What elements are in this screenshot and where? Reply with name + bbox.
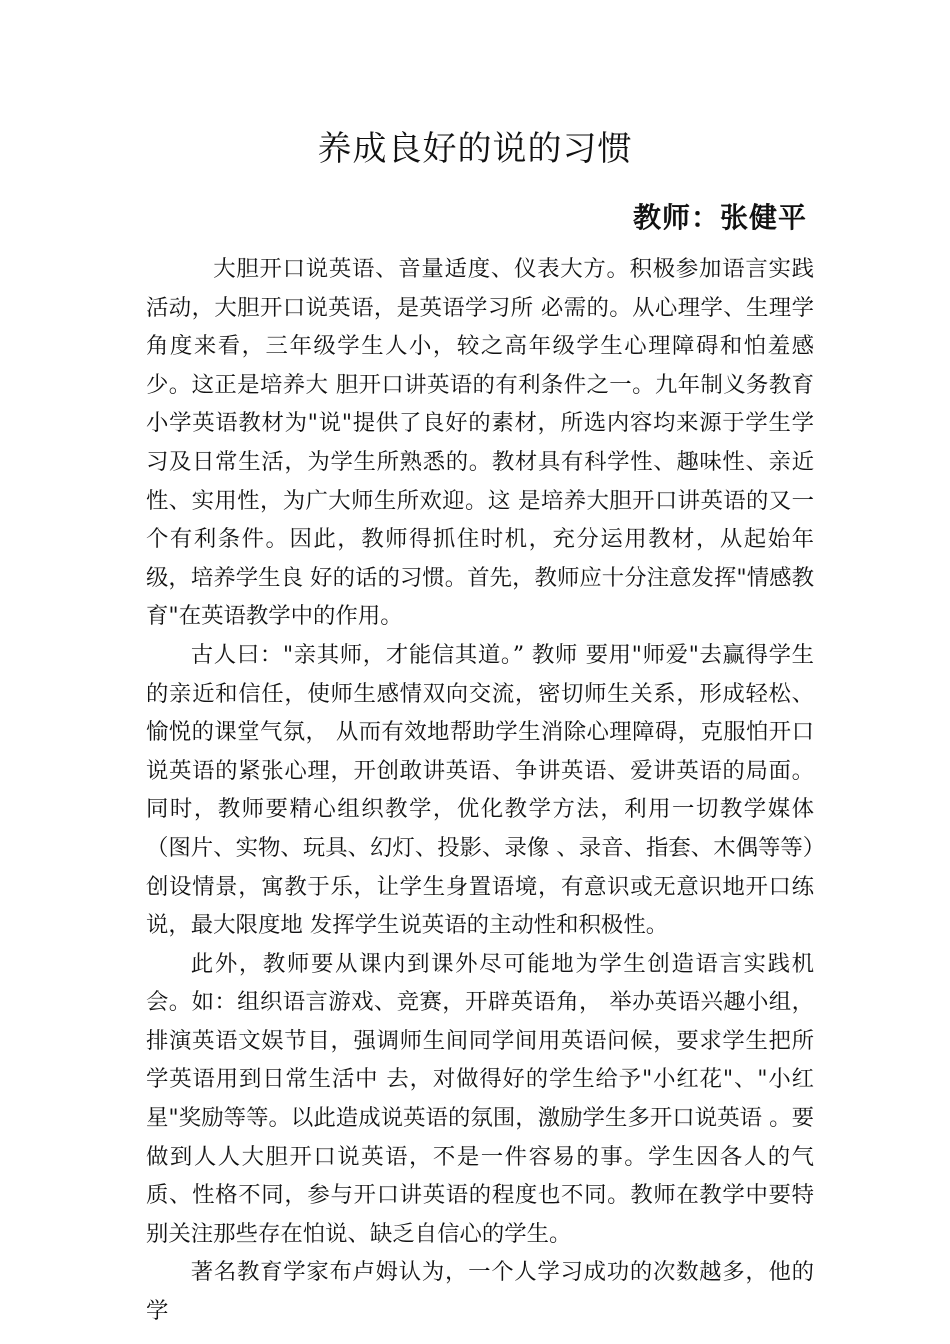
- author-line: 教师：张健平: [632, 201, 807, 234]
- paragraph: 此外，教师要从课内到课外尽可能地为学生创造语言实践机会。如：组织语言游戏、竞赛，开辟英语角， 举办英语兴趣小组，排演英语文娱节目，强调师生间同学间用英语问候，要求学生把所学英语用到日常生活中 去，对做得好的学生给予"小红花"、"小红星"奖励等等。以此造成说英语的氛围，激励学生多开口说英语 。要做到人人大胆开口说英语，不是一件容易的事。学生因各人的气质、性格不同，参与开口讲英语的程度也不同。教师在教学中要特别关注那些存在怕说、缺乏自信心的学生。: [146, 950, 814, 1247]
- paragraph: 古人曰："亲其师，才能信其道。” 教师 要用"师爱"去赢得学生的亲近和信任，使师生感情双向交流，密切师生关系，形成轻松、愉悦的课堂气氛， 从而有效地帮助学生消除心理障碍，克服怕开口说英语的紧张心理，开创敢讲英语、争讲英语、爱讲英语的局面。同时，教师要精心组织教学，优化教学方法，利用一切教学媒体（图片、实物、玩具、幻灯、投影、录像 、录音、指套、木偶等等）创设情景，寓教于乐，让学生身置语境，有意识或无意识地开口练说，最大限度地 发挥学生说英语的主动性和积极性。: [146, 641, 814, 939]
- paragraph: 大胆开口说英语、音量适度、仪表大方。积极参加语言实践活动，大胆开口说英语，是英语学习所 必需的。从心理学、生理学角度来看，三年级学生人小，较之高年级学生心理障碍和怕羞感少。这正是培养大 胆开口讲英语的有利条件之一。九年制义务教育小学英语教材为"说"提供了良好的素材，所选内容均来源于学生学习及日常生活，为学生所熟悉的。教材具有科学性、趣味性、亲近性、实用性，为广大师生所欢迎。这 是培养大胆开口讲英语的又一个有利条件。因此，教师得抓住时机，充分运用教材，从起始年级，培养学生良 好的话的习惯。首先，教师应十分注意发挥"情感教育"在英语教学中的作用。: [146, 256, 814, 630]
- document-title: 养成良好的说的习惯: [317, 129, 633, 169]
- paragraph: 著名教育学家布卢姆认为，一个人学习成功的次数越多，他的学: [146, 1259, 814, 1325]
- document-body: [146, 250, 814, 1331]
